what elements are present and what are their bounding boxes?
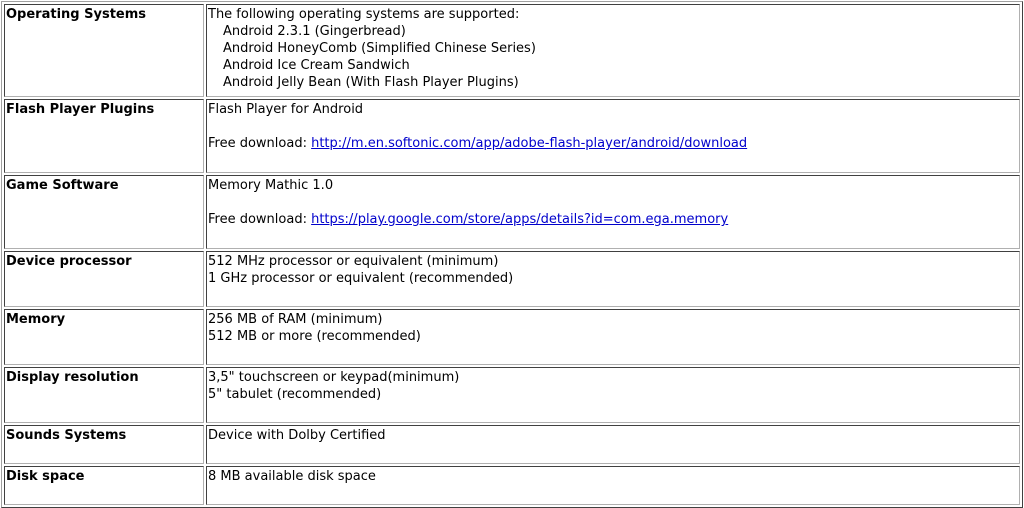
requirements-table	[1, 1, 1023, 508]
spec-line: 512 MHz processor or equivalent (minimum)	[208, 254, 499, 269]
spec-line: 512 MB or more (recommended)	[208, 329, 421, 344]
table-row-operating-systems	[4, 4, 1020, 97]
os-item: Android HoneyComb (Simplified Chinese Series)	[223, 41, 536, 56]
table-row-game-software	[4, 175, 1020, 249]
row-value	[206, 466, 1020, 505]
table-row-memory	[4, 309, 1020, 365]
game-download-line	[208, 211, 1018, 228]
os-item: Android Ice Cream Sandwich	[223, 58, 410, 73]
row-label: Memory	[4, 309, 204, 365]
os-item: Android Jelly Bean (With Flash Player Plugins)	[223, 75, 519, 90]
row-value	[206, 367, 1020, 423]
table-row-disk-space	[4, 466, 1020, 505]
row-value	[206, 251, 1020, 307]
row-value	[206, 175, 1020, 249]
spec-line: 8 MB available disk space	[208, 469, 376, 484]
table-row-flash-player-plugins	[4, 99, 1020, 173]
game-product-name: Memory Mathic 1.0	[208, 178, 334, 193]
row-label: Game Software	[4, 175, 204, 249]
spacer	[208, 194, 1018, 211]
spec-line: 5" tabulet (recommended)	[208, 387, 382, 402]
flash-download-link[interactable]: http://m.en.softonic.com/app/adobe-flash-player/android/download	[311, 136, 748, 151]
spec-line: 1 GHz processor or equivalent (recommended)	[208, 271, 514, 286]
download-prefix: Free download:	[208, 212, 312, 227]
flash-download-line	[208, 135, 1018, 152]
table-row-display-resolution	[4, 367, 1020, 423]
row-label: Flash Player Plugins	[4, 99, 204, 173]
os-item: Android 2.3.1 (Gingerbread)	[223, 24, 406, 39]
row-value	[206, 4, 1020, 97]
download-prefix: Free download:	[208, 136, 312, 151]
os-intro-text: The following operating systems are supported:	[208, 7, 520, 22]
spacer	[208, 118, 1018, 135]
row-label: Disk space	[4, 466, 204, 505]
row-value	[206, 425, 1020, 464]
flash-product-name: Flash Player for Android	[208, 102, 364, 117]
row-label: Device processor	[4, 251, 204, 307]
row-value	[206, 99, 1020, 173]
spec-line: Device with Dolby Certified	[208, 428, 386, 443]
spec-line: 256 MB of RAM (minimum)	[208, 312, 383, 327]
table-row-device-processor	[4, 251, 1020, 307]
row-label: Display resolution	[4, 367, 204, 423]
row-label: Sounds Systems	[4, 425, 204, 464]
table-row-sounds-systems	[4, 425, 1020, 464]
row-value	[206, 309, 1020, 365]
spec-line: 3,5" touchscreen or keypad(minimum)	[208, 370, 460, 385]
row-label: Operating Systems	[4, 4, 204, 97]
game-download-link[interactable]: https://play.google.com/store/apps/details?id=com.ega.memory	[311, 212, 729, 227]
